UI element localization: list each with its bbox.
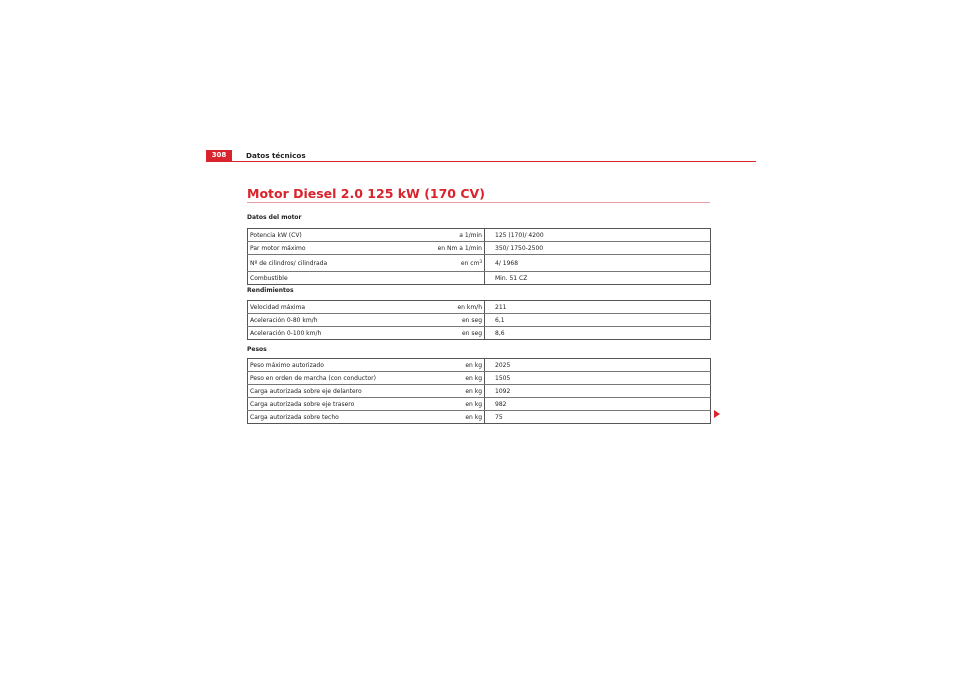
row-unit: en seg: [412, 314, 485, 327]
row-label: Combustible: [250, 274, 288, 282]
section-title: Datos técnicos: [246, 151, 306, 160]
row-value: 125 (170)/ 4200: [485, 229, 711, 242]
section-label-motor: Datos del motor: [247, 214, 302, 221]
row-unit: en kg: [412, 385, 485, 398]
page-number: 308: [206, 150, 232, 161]
row-value: 75: [495, 413, 503, 421]
table-row: [248, 372, 711, 385]
table-row: [248, 229, 711, 242]
row-value: 350/ 1750-2500: [485, 242, 711, 255]
next-page-arrow-icon[interactable]: [714, 410, 720, 418]
row-label: Carga autorizada sobre techo: [250, 413, 339, 421]
table-row: [248, 327, 711, 340]
table-row: [248, 359, 711, 372]
row-unit: [412, 272, 485, 285]
row-value: 982: [485, 398, 711, 411]
row-unit: en kg: [412, 411, 485, 424]
row-value: 211: [485, 301, 711, 314]
table-row: [248, 398, 711, 411]
table-row: [248, 385, 711, 398]
row-unit: a 1/min: [412, 229, 485, 242]
row-unit: en seg: [412, 327, 485, 340]
header-divider: [206, 161, 756, 162]
row-label: Aceleración 0-100 km/h: [250, 329, 322, 337]
row-label: Potencia kW (CV): [248, 229, 413, 242]
row-value: Min. 51 CZ: [495, 274, 528, 282]
row-label: Peso en orden de marcha (con conductor): [248, 372, 413, 385]
unit-text: en cm: [460, 259, 480, 267]
section-label-rendimientos: Rendimientos: [247, 287, 294, 294]
row-unit: en Nm a 1/min: [412, 242, 485, 255]
row-unit: en kg: [412, 398, 485, 411]
row-value: 1092: [485, 385, 711, 398]
row-label: Nº de cilindros/ cilindrada: [248, 255, 413, 272]
row-unit: en kg: [412, 372, 485, 385]
table-row: [248, 314, 711, 327]
row-unit: [412, 255, 485, 272]
table-row: [248, 255, 711, 272]
row-value: 4/ 1968: [485, 255, 711, 272]
row-label: Velocidad máxima: [248, 301, 413, 314]
row-unit: en kg: [412, 359, 485, 372]
table-row: [248, 301, 711, 314]
title-divider: [247, 202, 710, 203]
table-row: [248, 242, 711, 255]
row-label: Peso máximo autorizado: [248, 359, 413, 372]
row-value: 8,6: [495, 329, 505, 337]
page-header: [206, 150, 756, 162]
row-label: Aceleración 0-80 km/h: [248, 314, 413, 327]
row-label: Carga autorizada sobre eje delantero: [248, 385, 413, 398]
page-title: Motor Diesel 2.0 125 kW (170 CV): [247, 186, 485, 201]
section-label-pesos: Pesos: [247, 346, 267, 353]
row-value: 1505: [485, 372, 711, 385]
row-label: Carga autorizada sobre eje trasero: [248, 398, 413, 411]
row-unit: en km/h: [412, 301, 485, 314]
spec-table-motor: [247, 228, 711, 285]
row-label: Par motor máximo: [248, 242, 413, 255]
spec-table-rendimientos: [247, 300, 711, 340]
row-value: 6,1: [485, 314, 711, 327]
unit-superscript: 3: [479, 258, 482, 264]
row-value: 2025: [485, 359, 711, 372]
table-row: [248, 272, 711, 285]
table-row: [248, 411, 711, 424]
spec-table-pesos: [247, 358, 711, 424]
